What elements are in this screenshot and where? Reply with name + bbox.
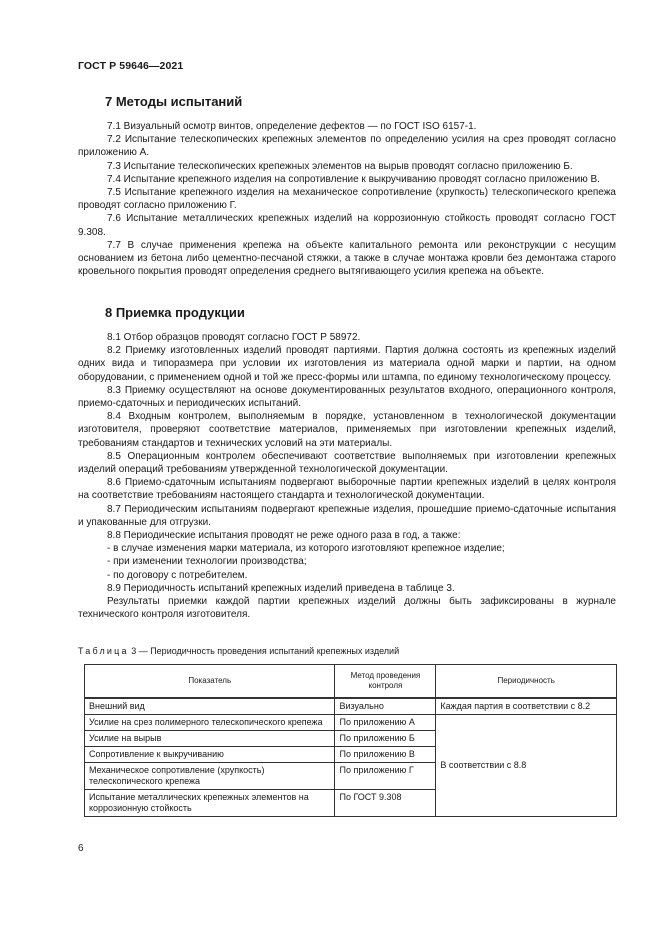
table-cell: Испытание металлических крепежных элементов на коррозионную стойкость — [85, 790, 335, 817]
column-header-indicator: Показатель — [85, 665, 335, 699]
paragraph-8-8: 8.8 Периодические испытания проводят не реже одного раза в год, а также: — [107, 530, 461, 542]
table-cell-periodicity-merged: В соответствии с 8.8 — [436, 715, 617, 817]
paragraph-7-2: 7.2 Испытание телескопических крепежных элементов по определению усилия на срез проводят согласно приложению А. — [78, 134, 616, 159]
column-header-method: Метод проведения контроля — [335, 665, 436, 699]
table-row — [85, 715, 617, 731]
paragraph-7-7: 7.7 В случае применения крепежа на объекте капитального ремонта или реконструкции с несущим основанием из бетона либо цементно-песчаной стяжки, а также в случае монтажа кровли без демонтажа старого кровельного покрытия проводят определения среднего вытягивающего усилия крепежа на объекте. — [78, 239, 616, 278]
paragraph-8-6: 8.6 Приемо-сдаточным испытаниям подвергают выборочные партии крепежных изделий в целях контроля на соответствие требованиям настоящего стандарта и технологической документации. — [78, 477, 616, 502]
paragraph-7-3: 7.3 Испытание телескопических крепежных элементов на вырыв проводят согласно приложению Б. — [107, 160, 573, 172]
table-cell: Внешний вид — [85, 698, 335, 715]
document-header: ГОСТ Р 59646—2021 — [78, 60, 184, 72]
section-8-title: 8 Приемка продукции — [105, 305, 245, 320]
list-item: - при изменении технологии производства; — [107, 556, 307, 568]
table-cell: Механическое сопротивление (хрупкость) телескопического крепежа — [85, 763, 335, 790]
column-header-periodicity: Периодичность — [436, 665, 617, 699]
table-cell: Усилие на срез полимерного телескопического крепежа — [85, 715, 335, 731]
paragraph-8-7: 8.7 Периодическим испытаниям подвергают крепежные изделия, прошедшие приемо-сдаточные испытания и упакованные для отгрузки. — [78, 503, 616, 528]
table-caption-text: 3 — Периодичность проведения испытаний крепежных изделий — [128, 646, 400, 656]
table-header-row — [85, 665, 617, 699]
paragraph-8-3: 8.3 Приемку осуществляют на основе документированных результатов входного, операционного контроля, приемо-сдаточных и периодических испытаний. — [78, 384, 616, 410]
paragraph-7-1: 7.1 Визуальный осмотр винтов, определение дефектов — по ГОСТ ISO 6157-1. — [107, 121, 477, 132]
list-item: - по договору с потребителем. — [107, 569, 248, 581]
section-8 — [78, 305, 616, 621]
table-cell: По приложению Г — [335, 763, 436, 790]
table-cell: По приложению А — [335, 715, 436, 731]
page-number: 6 — [78, 843, 84, 854]
table-cell: По приложению Б — [335, 731, 436, 747]
table-cell: Усилие на вырыв — [85, 731, 335, 747]
paragraph-7-5: 7.5 Испытание крепежного изделия на механическое сопротивление (хрупкость) телескопического крепежа проводят согласно приложению Г. — [78, 187, 616, 212]
paragraph-8-2: 8.2 Приемку изготовленных изделий проводят партиями. Партия должна состоять из крепежных изделий одних вида и типоразмера при условии их изготовления из материала одной марки и партии, на одном оборудовании, с применением одной и той же пресс-формы или штампа, по единому технологическому процессу. — [78, 345, 616, 383]
table-cell: Сопротивление к выкручиванию — [85, 747, 335, 763]
section-7-title: 7 Методы испытаний — [105, 94, 243, 109]
table-3-caption — [78, 646, 399, 656]
table-cell: Визуально — [335, 698, 436, 715]
table-cell: По ГОСТ 9.308 — [335, 790, 436, 817]
table-row — [85, 698, 617, 715]
table-cell: Каждая партия в соответствии с 8.2 — [436, 698, 617, 715]
list-item: - в случае изменения марки материала, из которого изготовляют крепежное изделие; — [107, 543, 505, 555]
paragraph-8-4: 8.4 Входным контролем, выполняемым в порядке, установленном в технологической документации изготовителя, проверяют соответствие материалов, применяемых при изготовлении крепежных изделий, требованиям стандартов и технических условий на эти материалы. — [78, 411, 616, 449]
paragraph-results: Результаты приемки каждой партии крепежных изделий должны быть зафиксированы в журнале технического контроля изготовителя. — [78, 596, 616, 621]
table-cell: По приложению В — [335, 747, 436, 763]
paragraph-8-1: 8.1 Отбор образцов проводят согласно ГОСТ Р 58972. — [107, 332, 361, 343]
table-caption-label: Таблица — [78, 646, 129, 656]
paragraph-7-4: 7.4 Испытание крепежного изделия на сопротивление к выкручиванию проводят согласно приложению В. — [107, 173, 600, 185]
paragraph-8-5: 8.5 Операционным контролем обеспечивают соответствие выполняемых при изготовлении крепежных изделий операций требованиям утвержденной технологической документации. — [78, 450, 616, 476]
paragraph-7-6: 7.6 Испытание металлических крепежных изделий на коррозионную стойкость проводят согласно ГОСТ 9.308. — [78, 213, 616, 238]
table-3 — [84, 664, 617, 817]
paragraph-8-9: 8.9 Периодичность испытаний крепежных изделий приведена в таблице 3. — [107, 582, 455, 594]
section-7 — [78, 94, 616, 278]
